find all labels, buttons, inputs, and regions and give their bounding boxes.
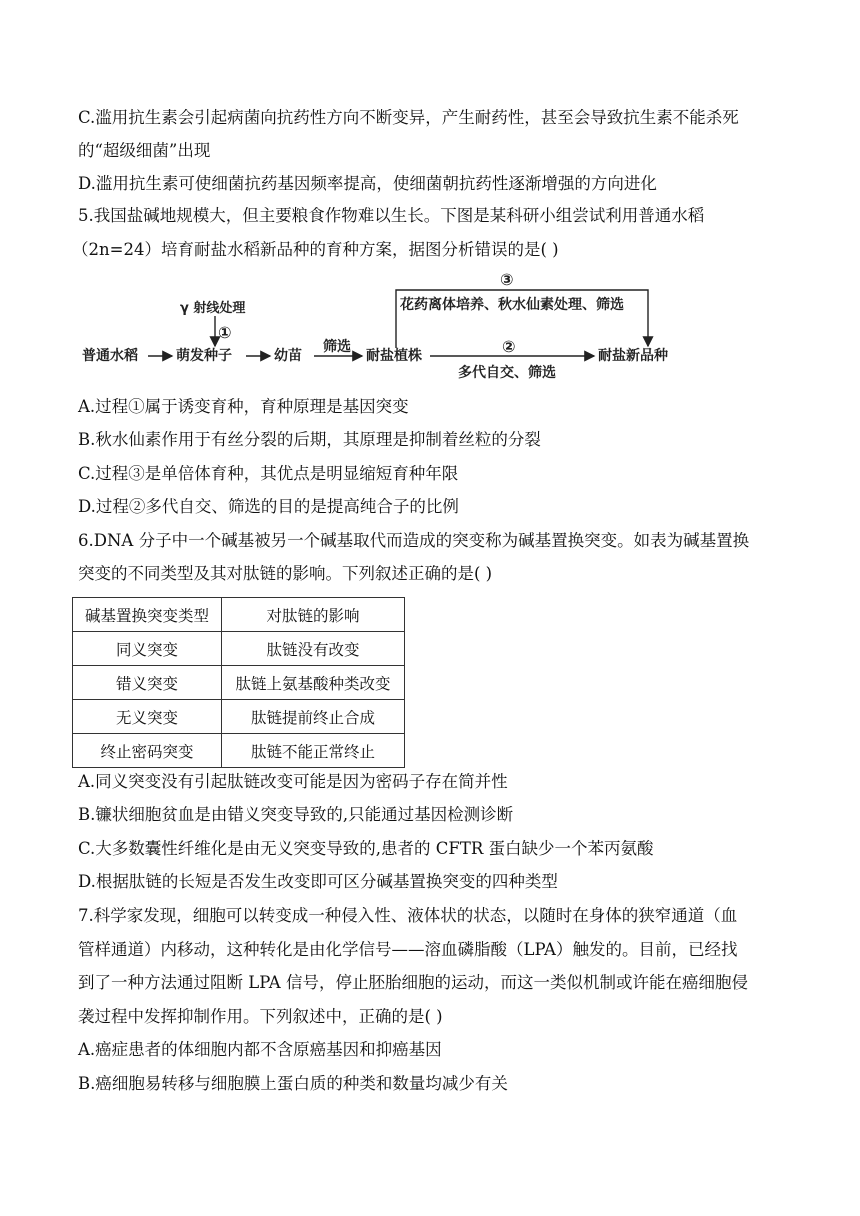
process-3-label: 花药离体培养、秋水仙素处理、筛选	[400, 297, 624, 313]
table-row	[73, 700, 405, 734]
question-6-stem: 6.DNA 分子中一个碱基被另一个碱基取代而造成的突变称为碱基置换突变。如表为碱基置换	[78, 531, 750, 550]
table-cell: 肽链上氨基酸种类改变	[222, 666, 405, 700]
question-5-stem-cont: （2n=24）培育耐盐水稻新品种的育种方案，据图分析错误的是( )	[72, 240, 559, 259]
table-header-cell: 对肽链的影响	[222, 598, 405, 632]
option-b: B.秋水仙素作用于有丝分裂的后期，其原理是抑制着丝粒的分裂	[78, 430, 541, 449]
process-3-marker: ③	[500, 270, 514, 289]
table-row	[73, 734, 405, 768]
question-5-stem: 5.我国盐碱地规模大，但主要粮食作物难以生长。下图是某科研小组尝试利用普通水稻	[78, 206, 705, 225]
option-c: C.过程③是单倍体育种，其优点是明显缩短育种年限	[78, 464, 459, 483]
screen-label: 筛选	[323, 339, 351, 355]
table-cell: 终止密码突变	[73, 734, 222, 768]
table-header-row	[73, 598, 405, 632]
process-2-marker: ②	[502, 337, 516, 356]
table-cell: 肽链没有改变	[222, 632, 405, 666]
node-germinating-seed: 萌发种子	[176, 348, 232, 364]
table-row	[73, 666, 405, 700]
gamma-ray-label: γ 射线处理	[180, 301, 246, 316]
process-2-label: 多代自交、筛选	[458, 365, 556, 381]
option-b: B.癌细胞易转移与细胞膜上蛋白质的种类和数量均减少有关	[78, 1074, 508, 1093]
diagram-arrows	[78, 268, 698, 386]
node-new-variety: 耐盐新品种	[598, 348, 668, 364]
option-d: D.根据肽链的长短是否发生改变即可区分碱基置换突变的四种类型	[78, 872, 558, 891]
question-7-stem-cont: 袭过程中发挥抑制作用。下列叙述中，正确的是( )	[78, 1007, 443, 1026]
option-a: A.同义突变没有引起肽链改变可能是因为密码子存在简并性	[78, 772, 508, 791]
table-cell: 肽链不能正常终止	[222, 734, 405, 768]
question-6-stem-cont: 突变的不同类型及其对肽链的影响。下列叙述正确的是( )	[78, 564, 493, 583]
process-1-marker: ①	[218, 323, 232, 342]
question-7-stem-cont: 到了一种方法通过阻断 LPA 信号，停止胚胎细胞的运动，而这一类似机制或许能在癌细胞侵	[78, 973, 748, 992]
option-b: B.镰状细胞贫血是由错义突变导致的,只能通过基因检测诊断	[78, 805, 514, 824]
text-line: C.滥用抗生素会引起病菌向抗药性方向不断变异，产生耐药性，甚至会导致抗生素不能杀死	[78, 108, 739, 127]
table-cell: 无义突变	[73, 700, 222, 734]
option-a: A.癌症患者的体细胞内都不含原癌基因和抑癌基因	[78, 1040, 442, 1059]
option-c: C.大多数囊性纤维化是由无义突变导致的,患者的 CFTR 蛋白缺少一个苯丙氨酸	[78, 839, 654, 858]
table-cell: 肽链提前终止合成	[222, 700, 405, 734]
breeding-diagram	[78, 268, 698, 386]
node-salt-tolerant-plant: 耐盐植株	[366, 348, 422, 364]
mutation-table	[72, 597, 405, 768]
node-ordinary-rice: 普通水稻	[82, 348, 138, 364]
option-a: A.过程①属于诱变育种，育种原理是基因突变	[78, 397, 409, 416]
option-d: D.过程②多代自交、筛选的目的是提高纯合子的比例	[78, 497, 459, 516]
text-line: 的“超级细菌”出现	[78, 141, 211, 160]
question-7-stem-cont: 管样通道）内移动，这种转化是由化学信号——溶血磷脂酸（LPA）触发的。目前，已经找	[78, 940, 738, 959]
text-line: D.滥用抗生素可使细菌抗药基因频率提高，使细菌朝抗药性逐渐增强的方向进化	[78, 174, 657, 193]
node-seedling: 幼苗	[274, 348, 302, 364]
table-header-cell: 碱基置换突变类型	[73, 598, 222, 632]
table-cell: 错义突变	[73, 666, 222, 700]
table-row	[73, 632, 405, 666]
question-7-stem: 7.科学家发现，细胞可以转变成一种侵入性、液体状的状态，以随时在身体的狭窄通道（血	[78, 906, 738, 925]
table-cell: 同义突变	[73, 632, 222, 666]
